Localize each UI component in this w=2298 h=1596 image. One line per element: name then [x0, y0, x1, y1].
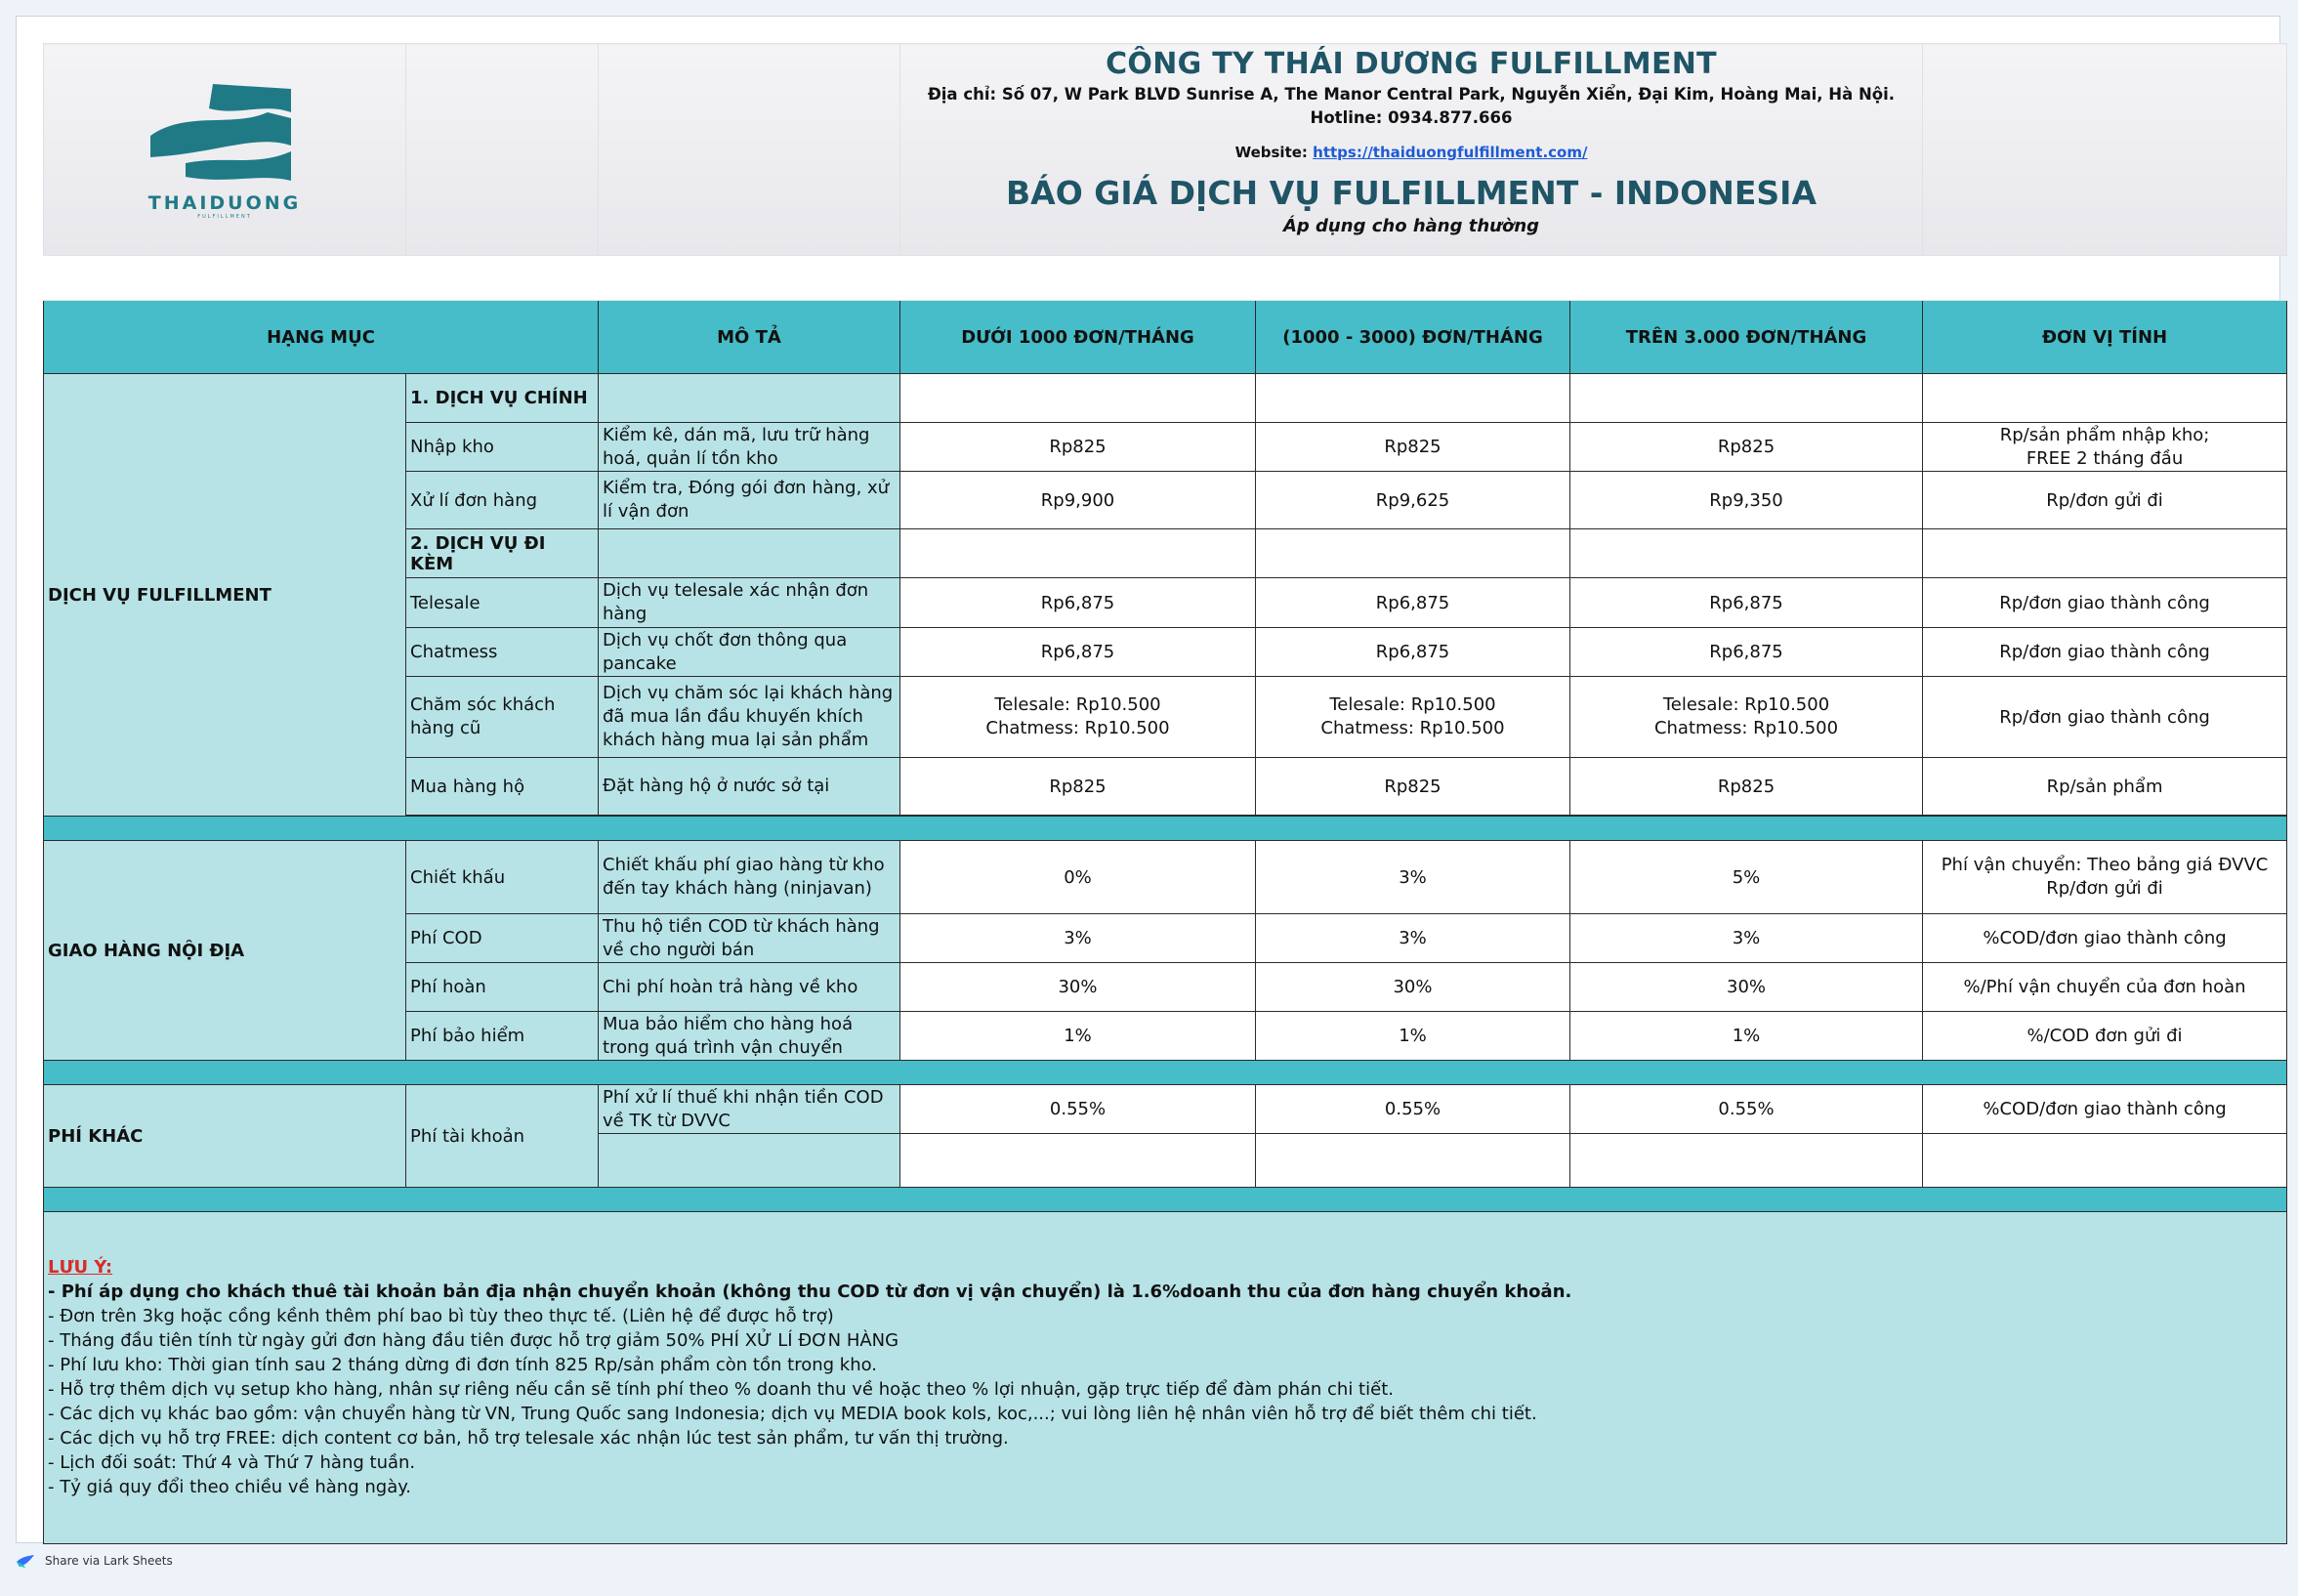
separator-row	[44, 817, 2287, 841]
price-tier3: 30%	[1570, 963, 1923, 1012]
price-tier1: Rp6,875	[900, 578, 1256, 628]
header-blank-cell	[1923, 44, 2287, 256]
notes-row	[44, 1212, 2287, 1544]
unit-line: FREE 2 tháng đầu	[2026, 447, 2184, 469]
price-tier1	[900, 677, 1256, 758]
item-desc: Mua bảo hiểm cho hàng hoá trong quá trình vận chuyển	[599, 1012, 900, 1061]
price-tier3	[1570, 677, 1923, 758]
table-row	[44, 841, 2287, 914]
item-name: Nhập kho	[406, 423, 599, 472]
price-tier3: 5%	[1570, 841, 1923, 914]
item-name: Mua hàng hộ	[406, 758, 599, 816]
price-tier3: Rp9,350	[1570, 472, 1923, 529]
notes-line: - Các dịch vụ hỗ trợ FREE: dịch content cơ bản, hỗ trợ telesale xác nhận lúc test sản phẩm, tư vấn thị trường.	[48, 1428, 1009, 1449]
column-header-row	[44, 301, 2287, 374]
empty-cell	[599, 529, 900, 578]
notes-bold-line: - Phí áp dụng cho khách thuê tài khoản bản địa nhận chuyển khoản (không thu COD từ đơn vị vận chuyển) là 1.6%doanh thu của đơn hàng chuyển khoản.	[48, 1281, 1572, 1302]
price-unit: Rp/sản phẩm	[1923, 758, 2287, 816]
price-tier2: Rp6,875	[1256, 578, 1570, 628]
lark-bird-icon	[16, 1553, 35, 1569]
notes-line: - Lịch đối soát: Thứ 4 và Thứ 7 hàng tuần.	[48, 1452, 416, 1473]
logo-wordmark: THAIDUONG	[147, 192, 302, 214]
price-tier2: 0.55%	[1256, 1085, 1570, 1134]
empty-cell	[1570, 1134, 1923, 1188]
item-desc: Chi phí hoàn trả hàng về kho	[599, 963, 900, 1012]
col-header-tier2: (1000 - 3000) ĐƠN/THÁNG	[1256, 301, 1570, 374]
price-unit: %/Phí vận chuyển của đơn hoàn	[1923, 963, 2287, 1012]
website-label: Website:	[1234, 144, 1308, 161]
item-desc: Phí xử lí thuế khi nhận tiền COD về TK từ DVVC	[599, 1085, 900, 1134]
blank-cell	[44, 256, 2287, 301]
price-tier1: 0.55%	[900, 1085, 1256, 1134]
price-tier3: 3%	[1570, 914, 1923, 963]
thaiduong-wave-icon	[146, 79, 303, 189]
empty-cell	[900, 374, 1256, 423]
price-tier2: Rp9,625	[1256, 472, 1570, 529]
price-unit	[1923, 423, 2287, 472]
company-hotline: Hotline: 0934.877.666	[1310, 108, 1513, 127]
price-line: Chatmess: Rp10.500	[1653, 718, 1839, 738]
item-name: Chiết khấu	[406, 841, 599, 914]
notes-title: LƯU Ý:	[48, 1257, 113, 1278]
col-header-item: HẠNG MỤC	[44, 301, 599, 374]
item-name: Phí hoàn	[406, 963, 599, 1012]
table-row	[44, 1085, 2287, 1134]
empty-cell	[1923, 374, 2287, 423]
empty-cell	[1923, 1134, 2287, 1188]
unit-line: Phí vận chuyển: Theo bảng giá ĐVVC	[1941, 855, 2269, 875]
price-tier1: 3%	[900, 914, 1256, 963]
item-desc: Thu hộ tiền COD từ khách hàng về cho người bán	[599, 914, 900, 963]
empty-cell	[1256, 374, 1570, 423]
company-name: CÔNG TY THÁI DƯƠNG FULFILLMENT	[1106, 47, 1717, 81]
report-title: BÁO GIÁ DỊCH VỤ FULFILLMENT - INDONESIA	[1006, 174, 1817, 212]
item-name: Xử lí đơn hàng	[406, 472, 599, 529]
col-header-tier3: TRÊN 3.000 ĐƠN/THÁNG	[1570, 301, 1923, 374]
website-link[interactable]: https://thaiduongfulfillment.com/	[1313, 144, 1588, 161]
spreadsheet-sheet	[16, 16, 2280, 1543]
price-tier2: 30%	[1256, 963, 1570, 1012]
logo-cell	[44, 44, 406, 256]
price-tier3: 1%	[1570, 1012, 1923, 1061]
price-tier1: Rp6,875	[900, 628, 1256, 677]
company-address: Địa chỉ: Số 07, W Park BLVD Sunrise A, The Manor Central Park, Nguyễn Xiển, Đại Kim, Hoàng Mai, Hà Nội.	[927, 85, 1896, 104]
company-header-row	[44, 44, 2287, 256]
table-row	[44, 374, 2287, 423]
price-line: Telesale: Rp10.500	[994, 694, 1161, 715]
category-other: PHÍ KHÁC	[44, 1085, 406, 1188]
price-tier3: Rp825	[1570, 423, 1923, 472]
logo-subtext: FULFILLMENT	[197, 214, 252, 220]
empty-cell	[1570, 529, 1923, 578]
notes-line: - Đơn trên 3kg hoặc cồng kềnh thêm phí bao bì tùy theo thực tế. (Liên hệ để được hỗ trợ)	[48, 1306, 834, 1326]
price-tier2: Rp825	[1256, 758, 1570, 816]
empty-cell	[1256, 1134, 1570, 1188]
separator-cell	[44, 1188, 2287, 1212]
notes-line: - Hỗ trợ thêm dịch vụ setup kho hàng, nhân sự riêng nếu cần sẽ tính phí theo % doanh thu về hoặc theo % lợi nhuận, gặp trực tiếp để đàm phán chi tiết.	[48, 1379, 1394, 1400]
price-unit: Rp/đơn giao thành công	[1923, 578, 2287, 628]
price-line: Chatmess: Rp10.500	[985, 718, 1170, 738]
item-desc: Chiết khấu phí giao hàng từ kho đến tay khách hàng (ninjavan)	[599, 841, 900, 914]
item-name: Chăm sóc khách hàng cũ	[406, 677, 599, 758]
empty-cell	[1570, 374, 1923, 423]
item-name: Phí tài khoản	[406, 1085, 599, 1188]
item-desc: Dịch vụ chốt đơn thông qua pancake	[599, 628, 900, 677]
price-tier1: 30%	[900, 963, 1256, 1012]
separator-cell	[44, 817, 2287, 841]
empty-cell	[1923, 529, 2287, 578]
price-tier2: Rp6,875	[1256, 628, 1570, 677]
price-tier2: Rp825	[1256, 423, 1570, 472]
price-unit: Rp/đơn giao thành công	[1923, 677, 2287, 758]
price-tier1: Rp825	[900, 423, 1256, 472]
report-subtitle: Áp dụng cho hàng thường	[1282, 216, 1540, 236]
item-desc: Dịch vụ telesale xác nhận đơn hàng	[599, 578, 900, 628]
section-addon-services: 2. DỊCH VỤ ĐI KÈM	[406, 529, 599, 578]
empty-cell	[599, 1134, 900, 1188]
price-unit: %COD/đơn giao thành công	[1923, 1085, 2287, 1134]
col-header-desc: MÔ TẢ	[599, 301, 900, 374]
separator-cell	[44, 1061, 2287, 1085]
price-tier1: Rp9,900	[900, 472, 1256, 529]
item-name: Phí COD	[406, 914, 599, 963]
price-tier2	[1256, 677, 1570, 758]
item-desc: Đặt hàng hộ ở nước sở tại	[599, 758, 900, 816]
unit-line: Rp/đơn gửi đi	[2046, 878, 2163, 899]
price-tier2: 1%	[1256, 1012, 1570, 1061]
company-website	[904, 142, 1918, 163]
separator-row	[44, 1188, 2287, 1212]
notes-line: - Phí lưu kho: Thời gian tính sau 2 tháng dừng đi đơn tính 825 Rp/sản phẩm còn tồn trong kho.	[48, 1355, 878, 1375]
blank-row	[44, 256, 2287, 301]
item-desc: Dịch vụ chăm sóc lại khách hàng đã mua lần đầu khuyến khích khách hàng mua lại sản phẩm	[599, 677, 900, 758]
unit-line: Rp/sản phẩm nhập kho;	[1999, 424, 2210, 445]
col-header-unit: ĐƠN VỊ TÍNH	[1923, 301, 2287, 374]
price-tier1: 1%	[900, 1012, 1256, 1061]
price-unit: Rp/đơn giao thành công	[1923, 628, 2287, 677]
notes-line: - Tháng đầu tiên tính từ ngày gửi đơn hàng đầu tiên được hỗ trợ giảm 50% PHÍ XỬ LÍ ĐƠN HÀNG	[48, 1330, 899, 1351]
price-tier3: 0.55%	[1570, 1085, 1923, 1134]
item-desc: Kiểm kê, dán mã, lưu trữ hàng hoá, quản lí tồn kho	[599, 423, 900, 472]
price-unit: %/COD đơn gửi đi	[1923, 1012, 2287, 1061]
price-tier1: 0%	[900, 841, 1256, 914]
header-blank-cell	[406, 44, 599, 256]
price-line: Chatmess: Rp10.500	[1320, 718, 1505, 738]
empty-cell	[1256, 529, 1570, 578]
notes-cell	[44, 1212, 2287, 1544]
col-header-tier1: DƯỚI 1000 ĐƠN/THÁNG	[900, 301, 1256, 374]
price-tier2: 3%	[1256, 841, 1570, 914]
quote-grid	[43, 43, 2287, 1544]
notes-line: - Tỷ giá quy đổi theo chiều về hàng ngày.	[48, 1477, 412, 1497]
price-unit	[1923, 841, 2287, 914]
price-tier1: Rp825	[900, 758, 1256, 816]
separator-row	[44, 1061, 2287, 1085]
share-footer[interactable]	[16, 1553, 173, 1569]
quote-table	[43, 43, 2287, 1544]
price-tier2: 3%	[1256, 914, 1570, 963]
company-info-cell	[900, 44, 1923, 256]
empty-cell	[900, 1134, 1256, 1188]
empty-cell	[599, 374, 900, 423]
price-line: Telesale: Rp10.500	[1662, 694, 1830, 715]
price-tier3: Rp825	[1570, 758, 1923, 816]
section-main-services: 1. DỊCH VỤ CHÍNH	[406, 374, 599, 423]
notes-line: - Các dịch vụ khác bao gồm: vận chuyển hàng từ VN, Trung Quốc sang Indonesia; dịch vụ MEDIA book kols, koc,...; vui lòng liên hệ nhân viên hỗ trợ để biết thêm chi tiết.	[48, 1404, 1537, 1424]
price-unit: %COD/đơn giao thành công	[1923, 914, 2287, 963]
item-name: Chatmess	[406, 628, 599, 677]
item-name: Phí bảo hiểm	[406, 1012, 599, 1061]
item-name: Telesale	[406, 578, 599, 628]
price-tier3: Rp6,875	[1570, 578, 1923, 628]
share-text[interactable]: Share via Lark Sheets	[45, 1554, 173, 1568]
item-desc: Kiểm tra, Đóng gói đơn hàng, xử lí vận đơn	[599, 472, 900, 529]
header-blank-cell	[599, 44, 900, 256]
empty-cell	[900, 529, 1256, 578]
price-line: Telesale: Rp10.500	[1329, 694, 1496, 715]
price-unit: Rp/đơn gửi đi	[1923, 472, 2287, 529]
price-tier3: Rp6,875	[1570, 628, 1923, 677]
company-logo	[48, 79, 401, 220]
category-domestic: GIAO HÀNG NỘI ĐỊA	[44, 841, 406, 1061]
category-fulfillment: DỊCH VỤ FULFILLMENT	[44, 374, 406, 817]
